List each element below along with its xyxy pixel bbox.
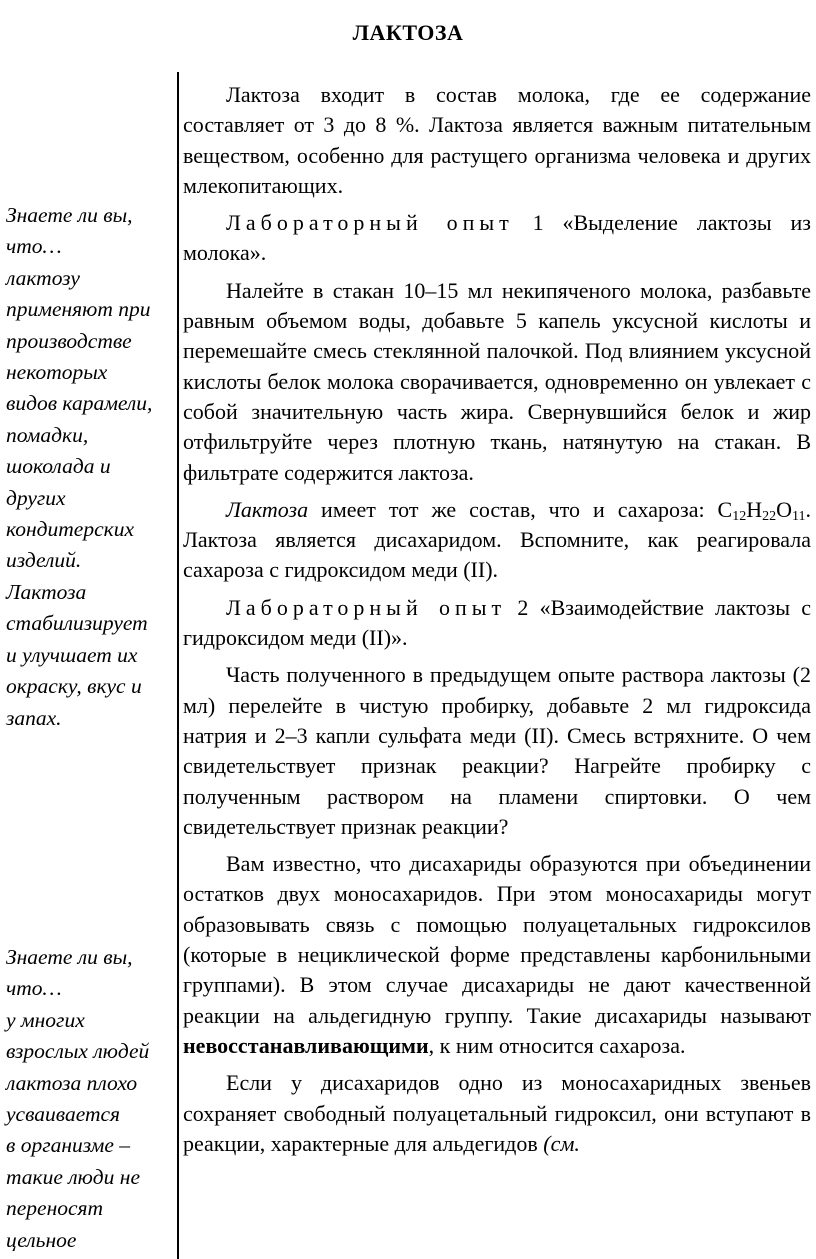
sidebar-note-line: лактозу [6, 265, 80, 290]
column-divider [177, 72, 179, 1259]
lab-title: 2 «Взаимодействие лактозы с гидроксидом меди (II)». [183, 594, 811, 651]
sidebar-note-line: применяют при [6, 297, 151, 322]
lab-experiment-1 [183, 208, 811, 269]
page-title: ЛАКТОЗА [352, 20, 464, 45]
sidebar-note-2 [6, 942, 174, 1256]
sidebar-note-line: что… [6, 976, 62, 1001]
paragraph-intro: Лактоза входит в состав молока, где ее содержание составляет от 3 до 8 %. Лактоза является важным питательным веществом, особенно для растущего организма человека и других млекопитающих. [183, 82, 811, 198]
sidebar-note-line: усваивается [6, 1102, 121, 1127]
sidebar-note-line: помадки, [6, 422, 89, 447]
sidebar-note-line: стабилизирует [6, 611, 148, 636]
sidebar-note-line: у многих [6, 1007, 85, 1032]
sidebar-note-line: в организме – [6, 1133, 131, 1158]
sidebar-note-line: запах. [6, 705, 62, 730]
term-lactose: Лактоза [226, 496, 309, 522]
paragraph-formula: Лактоза имеет тот же состав, что и сахароза: $С_{12}Н_{22}О_{11}$. Лактоза является дисахаридом. Вспомните, как реагировала сахароза с гидроксидом меди (II). [183, 496, 811, 583]
paragraph-procedure-1: Налейте в стакан 10–15 мл некипяченого молока, разбавьте равным объемом воды, добавьте 5 капель уксусной кислоты и перемешайте смесь стеклянной палочкой. Под влиянием уксусной кислоты белок молока сворачивается, одновременно он увлекает с собой значительную часть жира. Свернувшийся белок и жир отфильтруйте через плотную ткань, натянутую на стакан. В фильтрате содержится лактоза. [183, 277, 811, 485]
paragraph-disaccharides: Вам известно, что дисахариды образуются при объединении остатков двух моносахаридов. При этом моносахариды могут образовывать связь с помощью полуацетальных гидроксилов (которые в нециклической форме представлены карбонильными группами). В этом случае дисахариды не дают качественной реакции на альдегидную группу. Такие дисахариды называют невосстанавливающими, к ним относится сахароза. [183, 851, 811, 1058]
sidebar-note-line: других [6, 485, 66, 510]
sidebar-note-line: некоторых [6, 360, 108, 385]
sidebar-note-line: такие люди не [6, 1164, 141, 1189]
lab-label: Лабораторный опыт [226, 594, 507, 620]
sidebar-note-line: цельное [6, 1227, 77, 1252]
sidebar-note-line: производстве [6, 328, 132, 353]
sidebar-note-line: видов карамели, [6, 391, 153, 416]
sidebar-note-line: Лактоза [6, 579, 87, 604]
lab-experiment-2 [183, 593, 811, 654]
sidebar-note-line: лактоза плохо [6, 1070, 138, 1095]
sidebar-note-line: Знаете ли вы, [6, 203, 133, 227]
term-nonreducing: невосстанавливающими [183, 1032, 429, 1058]
sidebar-note-line: шоколада и [6, 454, 111, 479]
sidebar-note-line: Знаете ли вы, [6, 945, 133, 969]
main-text [183, 80, 811, 1166]
sidebar-note-line: и улучшает их [6, 642, 138, 667]
sidebar-note-line: что… [6, 234, 62, 259]
sidebar-note-line: взрослых людей [6, 1039, 150, 1064]
lab-title: 1 «Выделение лактозы из молока». [183, 210, 811, 266]
paragraph-procedure-2: Часть полученного в предыдущем опыте раствора лактозы (2 мл) перелейте в чистую пробирку, добавьте 2 мл гидроксида натрия и 2–3 капли сульфата меди (II). Смесь встряхните. О чем свидетельствует признак реакции? Нагрейте пробирку с полученным раствором на пламени спиртовки. О чем свидетельствует признак реакции? [183, 662, 811, 839]
lab-label: Лабораторный опыт [226, 210, 514, 236]
sidebar-note-line: окраску, вкус и [6, 674, 142, 699]
paragraph-reducing: Если у дисахаридов одно из моносахаридных звеньев сохраняет свободный полуацетальный гидроксил, они вступают в реакции, характерные для альдегидов (см. [183, 1070, 811, 1156]
sidebar-note-line: кондитерских [6, 517, 134, 542]
sidebar-note-line: изделий. [6, 548, 82, 573]
sidebar-note-line: переносят [6, 1196, 104, 1221]
sidebar-note-1 [6, 200, 174, 734]
